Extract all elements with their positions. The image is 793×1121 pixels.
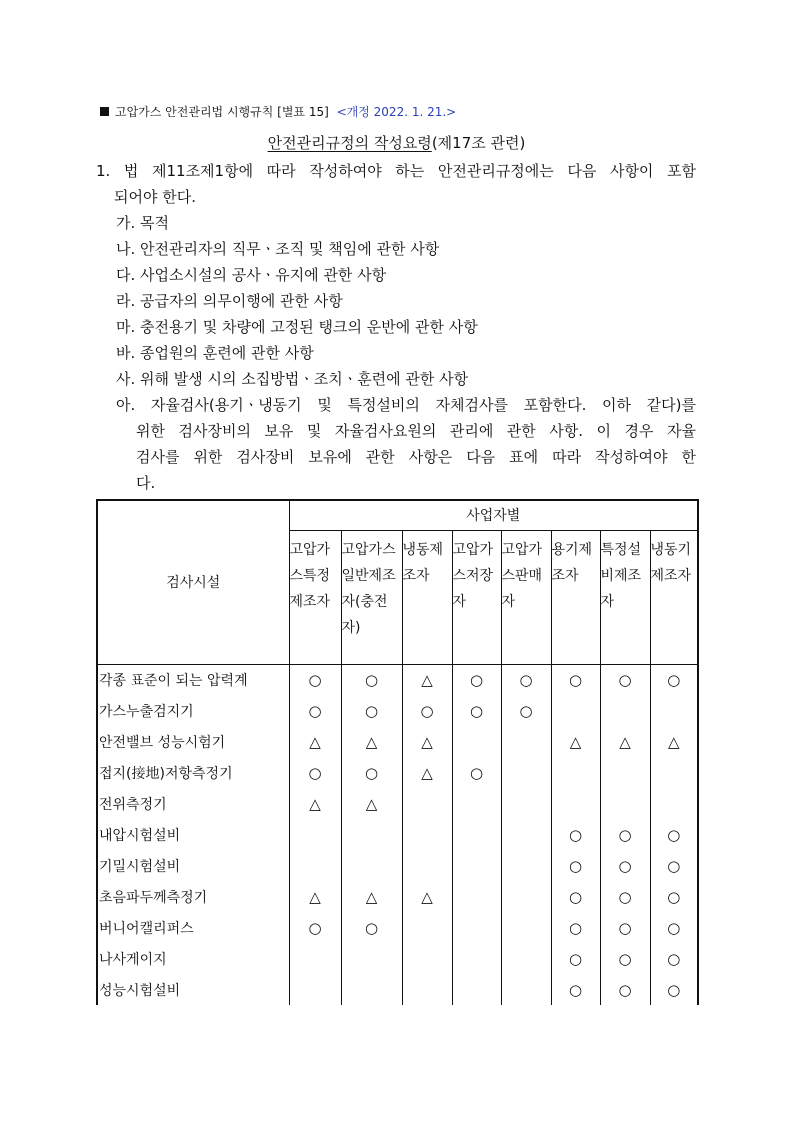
row-label: 버니어캘리퍼스: [97, 912, 289, 943]
mark-cell: [452, 788, 501, 819]
mark-cell: [501, 757, 551, 788]
mark-cell: [501, 850, 551, 881]
table-row: [97, 757, 698, 788]
row-label: 초음파두께측정기: [97, 881, 289, 912]
row-header-cell: 검사시설: [97, 500, 289, 664]
row-label: 가스누출검지기: [97, 695, 289, 726]
mark-cell: ○: [600, 881, 650, 912]
section-1-line-1: 1. 법 제11조제1항에 따라 작성하여야 하는 안전관리규정에는 다음 사항이 포함: [96, 162, 696, 180]
mark-cell: ○: [600, 850, 650, 881]
mark-cell: [600, 695, 650, 726]
section-1-line-2: 되어야 한다.: [114, 188, 196, 206]
mark-cell: △: [402, 881, 452, 912]
mark-cell: ○: [402, 695, 452, 726]
mark-cell: [341, 974, 402, 1005]
item-a-line-3: 검사를 위한 검사장비 보유에 관한 사항은 다음 표에 따라 작성하여야 한: [136, 448, 696, 466]
mark-cell: ○: [650, 943, 698, 974]
mark-cell: ○: [289, 695, 341, 726]
row-label: 성능시험설비: [97, 974, 289, 1005]
mark-cell: [341, 850, 402, 881]
mark-cell: ○: [452, 664, 501, 695]
mark-cell: △: [402, 664, 452, 695]
mark-cell: ○: [600, 943, 650, 974]
mark-cell: △: [289, 881, 341, 912]
list-item: 다. 사업소시설의 공사ㆍ유지에 관한 사항: [116, 266, 387, 284]
mark-cell: ○: [501, 695, 551, 726]
list-item: 바. 종업원의 훈련에 관한 사항: [116, 344, 314, 362]
mark-cell: [452, 881, 501, 912]
mark-cell: △: [402, 726, 452, 757]
section-1: [96, 158, 696, 210]
mark-cell: ○: [551, 974, 600, 1005]
column-header: 냉동기제조자: [650, 530, 698, 664]
document-header: [100, 104, 456, 120]
item-a-line-1: 아. 자율검사(용기ㆍ냉동기 및 특정설비의 자체검사를 포함한다. 이하 같다)를: [116, 396, 696, 414]
title-suffix: (제17조 관련): [431, 134, 526, 152]
row-label: 기밀시험설비: [97, 850, 289, 881]
square-bullet-icon: [100, 107, 109, 116]
inspection-equipment-table: [96, 499, 699, 1005]
mark-cell: [289, 943, 341, 974]
mark-cell: [551, 695, 600, 726]
mark-cell: ○: [341, 664, 402, 695]
mark-cell: ○: [551, 850, 600, 881]
mark-cell: [289, 850, 341, 881]
mark-cell: ○: [600, 664, 650, 695]
group-header-cell: 사업자별: [289, 500, 698, 530]
mark-cell: [501, 943, 551, 974]
row-label: 전위측정기: [97, 788, 289, 819]
mark-cell: ○: [650, 850, 698, 881]
column-header: 용기제조자: [551, 530, 600, 664]
mark-cell: △: [341, 726, 402, 757]
list-item: 라. 공급자의 의무이행에 관한 사항: [116, 292, 343, 310]
list-item: 사. 위해 발생 시의 소집방법ㆍ조치ㆍ훈련에 관한 사항: [116, 370, 469, 388]
mark-cell: ○: [600, 912, 650, 943]
mark-cell: [452, 912, 501, 943]
column-header: 특정설비제조자: [600, 530, 650, 664]
column-header: 고압가스특정제조자: [289, 530, 341, 664]
mark-cell: [551, 788, 600, 819]
mark-cell: ○: [341, 695, 402, 726]
mark-cell: ○: [341, 757, 402, 788]
mark-cell: △: [600, 726, 650, 757]
mark-cell: △: [650, 726, 698, 757]
row-label: 각종 표준이 되는 압력계: [97, 664, 289, 695]
mark-cell: △: [402, 757, 452, 788]
mark-cell: ○: [452, 757, 501, 788]
mark-cell: [501, 881, 551, 912]
mark-cell: [600, 788, 650, 819]
list-item-a: [116, 392, 696, 496]
mark-cell: [452, 974, 501, 1005]
mark-cell: [650, 788, 698, 819]
mark-cell: △: [289, 726, 341, 757]
mark-cell: [501, 726, 551, 757]
mark-cell: ○: [289, 757, 341, 788]
mark-cell: ○: [289, 912, 341, 943]
mark-cell: [402, 943, 452, 974]
row-label: 내압시험설비: [97, 819, 289, 850]
title-main: 안전관리규정의 작성요령: [267, 134, 432, 152]
mark-cell: [402, 850, 452, 881]
mark-cell: [402, 912, 452, 943]
mark-cell: [452, 850, 501, 881]
mark-cell: [289, 819, 341, 850]
mark-cell: [402, 974, 452, 1005]
list-item: 마. 충전용기 및 차량에 고정된 탱크의 운반에 관한 사항: [116, 318, 478, 336]
mark-cell: [551, 757, 600, 788]
item-a-line-4: 다.: [136, 474, 156, 492]
mark-cell: [289, 974, 341, 1005]
mark-cell: △: [551, 726, 600, 757]
mark-cell: ○: [650, 974, 698, 1005]
mark-cell: ○: [650, 819, 698, 850]
table-row: [97, 664, 698, 695]
mark-cell: ○: [650, 881, 698, 912]
table-row: [97, 850, 698, 881]
mark-cell: [402, 819, 452, 850]
mark-cell: [341, 943, 402, 974]
table-row: [97, 726, 698, 757]
mark-cell: △: [341, 881, 402, 912]
mark-cell: ○: [341, 912, 402, 943]
page-title: [0, 133, 793, 153]
item-list: [116, 210, 696, 496]
table-row: [97, 974, 698, 1005]
mark-cell: ○: [289, 664, 341, 695]
mark-cell: ○: [650, 664, 698, 695]
table-row: [97, 943, 698, 974]
mark-cell: [452, 726, 501, 757]
mark-cell: [341, 819, 402, 850]
revision-date: <개정 2022. 1. 21.>: [336, 105, 457, 119]
mark-cell: [501, 788, 551, 819]
row-label: 나사게이지: [97, 943, 289, 974]
mark-cell: ○: [551, 664, 600, 695]
mark-cell: ○: [600, 974, 650, 1005]
mark-cell: [650, 757, 698, 788]
mark-cell: ○: [551, 912, 600, 943]
column-header: 냉동제조자: [402, 530, 452, 664]
mark-cell: ○: [501, 664, 551, 695]
table-row: [97, 881, 698, 912]
list-item: 가. 목적: [116, 214, 170, 232]
mark-cell: ○: [551, 943, 600, 974]
header-label: 고압가스 안전관리법 시행규칙 [별표 15]: [115, 105, 329, 119]
item-a-line-2: 위한 검사장비의 보유 및 자율검사요원의 관리에 관한 사항. 이 경우 자율: [136, 422, 696, 440]
list-item: 나. 안전관리자의 직무ㆍ조직 및 책임에 관한 사항: [116, 240, 440, 258]
mark-cell: [650, 695, 698, 726]
column-header: 고압가스저장자: [452, 530, 501, 664]
row-label: 안전밸브 성능시험기: [97, 726, 289, 757]
mark-cell: ○: [452, 695, 501, 726]
table-row: [97, 695, 698, 726]
mark-cell: ○: [551, 881, 600, 912]
mark-cell: [501, 974, 551, 1005]
mark-cell: [501, 912, 551, 943]
mark-cell: △: [341, 788, 402, 819]
mark-cell: ○: [551, 819, 600, 850]
mark-cell: [452, 819, 501, 850]
mark-cell: ○: [600, 819, 650, 850]
mark-cell: ○: [650, 912, 698, 943]
column-header: 고압가스판매자: [501, 530, 551, 664]
mark-cell: [452, 943, 501, 974]
row-label: 접지(接地)저항측정기: [97, 757, 289, 788]
table-row: [97, 788, 698, 819]
mark-cell: [501, 819, 551, 850]
table-row: [97, 912, 698, 943]
table-row: [97, 819, 698, 850]
column-header: 고압가스일반제조자(충전자): [341, 530, 402, 664]
mark-cell: [600, 757, 650, 788]
mark-cell: △: [289, 788, 341, 819]
mark-cell: [402, 788, 452, 819]
